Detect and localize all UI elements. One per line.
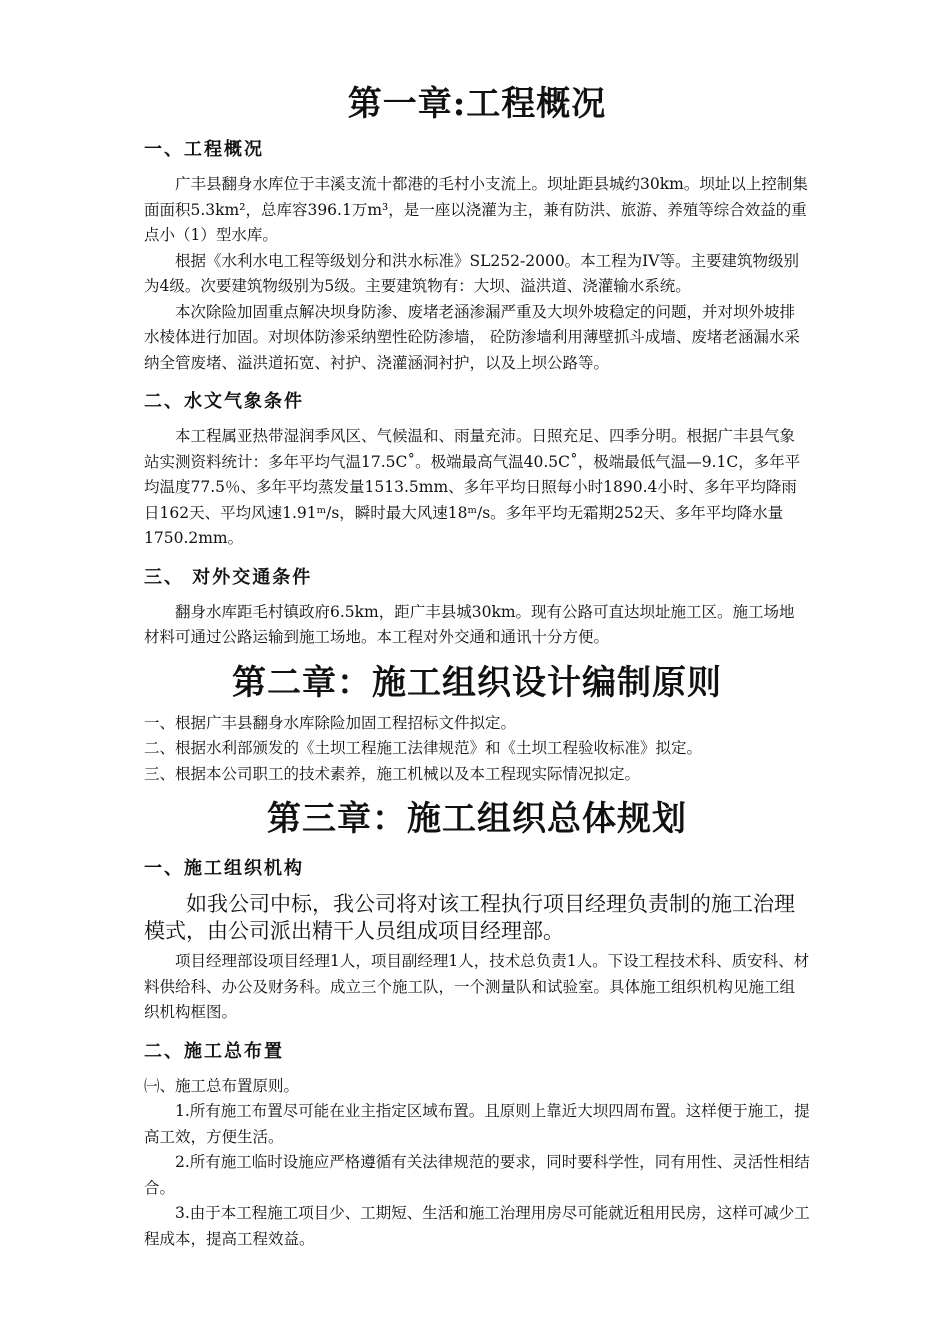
paragraph-bid-statement: 如我公司中标，我公司将对该工程执行项目经理负责制的施工治理模式，由公司派出精干人员组成项目经理部。 [144,892,795,943]
layout-principle-item: 3.由于本工程施工项目少、工期短、生活和施工治理用房尽可能就近租用民房，这样可减少工程成本，提高工程效益。 [144,1204,810,1248]
section-heading-general-layout: 二、施工总布置 [144,1040,284,1062]
document-body [144,80,810,1252]
paragraph-standards: 根据《水利水电工程等级划分和洪水标准》SL252-2000。本工程为IV等。主要建筑物级别为4级。次要建筑物级别为5级。主要建筑物有：大坝、溢洪道、浇灌输水系统。 [144,251,799,295]
section-heading-project-overview: 一、工程概况 [144,139,264,160]
subheading-layout-principles: ㈠、施工总布置原则。 [144,1076,300,1095]
paragraph-transport: 翻身水库距毛村镇政府6.5km，距广丰县城30km。现有公路可直达坝址施工区。施工场地材料可通过公路运输到施工场地。本工程对外交通和通讯十分方便。 [144,602,795,646]
section-heading-transport: 三、 对外交通条件 [144,566,313,588]
chapter-2-title: 第二章：施工组织设计编制原则 [232,662,722,703]
chapter-1-title: 第一章:工程概况 [347,84,607,124]
layout-principle-item: 2.所有施工临时设施应严格遵循有关法律规范的要求，同时要科学性，同有用性、灵活性相结合。 [144,1153,810,1197]
principle-item: 二、根据水利部颁发的《土坝工程施工法律规范》和《土坝工程验收标准》拟定。 [144,739,703,757]
paragraph-climate: 本工程属亚热带湿润季风区、气候温和、雨量充沛。日照充足、四季分明。根据广丰县气象站实测资料统计：多年平均气温17.5C˚。极端最高气温40.5C˚，极端最低气温—9.1C，多年平均温度77.5％、多年平均蒸发量1513.5mm、多年平均日照每小时1890.4小时、多年平均降雨日162天、平均风速1.91ᵐ/s，瞬时最大风速18ᵐ/s。多年平均无霜期252天、多年平均降水量1750.2mm。 [144,427,801,547]
section-heading-hydrology: 二、水文气象条件 [144,391,304,412]
paragraph-project-department: 项目经理部设项目经理1人，项目副经理1人，技术总负责1人。下设工程技术科、质安科、材料供给科、办公及财务科。成立三个施工队，一个测量队和试验室。具体施工组织机构见施工组织机构框图。 [144,952,810,1021]
section-heading-organization: 一、施工组织机构 [144,858,304,879]
paragraph-location: 广丰县翻身水库位于丰溪支流十都港的毛村小支流上。坝址距县城约30km。坝址以上控制集面面积5.3km²，总库容396.1万m³，是一座以浇灌为主，兼有防洪、旅游、养殖等综合效益的重点小（1）型水库。 [144,175,808,244]
principle-item: 一、根据广丰县翻身水库除险加固工程招标文件拟定。 [144,713,517,732]
chapter-3-title: 第三章：施工组织总体规划 [267,799,687,839]
paragraph-reinforcement-scope: 本次除险加固重点解决坝身防渗、废堵老涵渗漏严重及大坝外坡稳定的问题，并对坝外坡排水棱体进行加固。对坝体防渗采纳塑性砼防渗墙， 砼防渗墙利用薄壁抓斗成墙、废堵老涵漏水采纳全管废堵、溢洪道拓宽、衬护、浇灌涵洞衬护，以及上坝公路等。 [144,302,800,372]
principle-item: 三、根据本公司职工的技术素养，施工机械以及本工程现实际情况拟定。 [144,764,641,783]
layout-principle-item: 1.所有施工布置尽可能在业主指定区域布置。且原则上靠近大坝四周布置。这样便于施工，提高工效，方便生活。 [144,1102,810,1146]
